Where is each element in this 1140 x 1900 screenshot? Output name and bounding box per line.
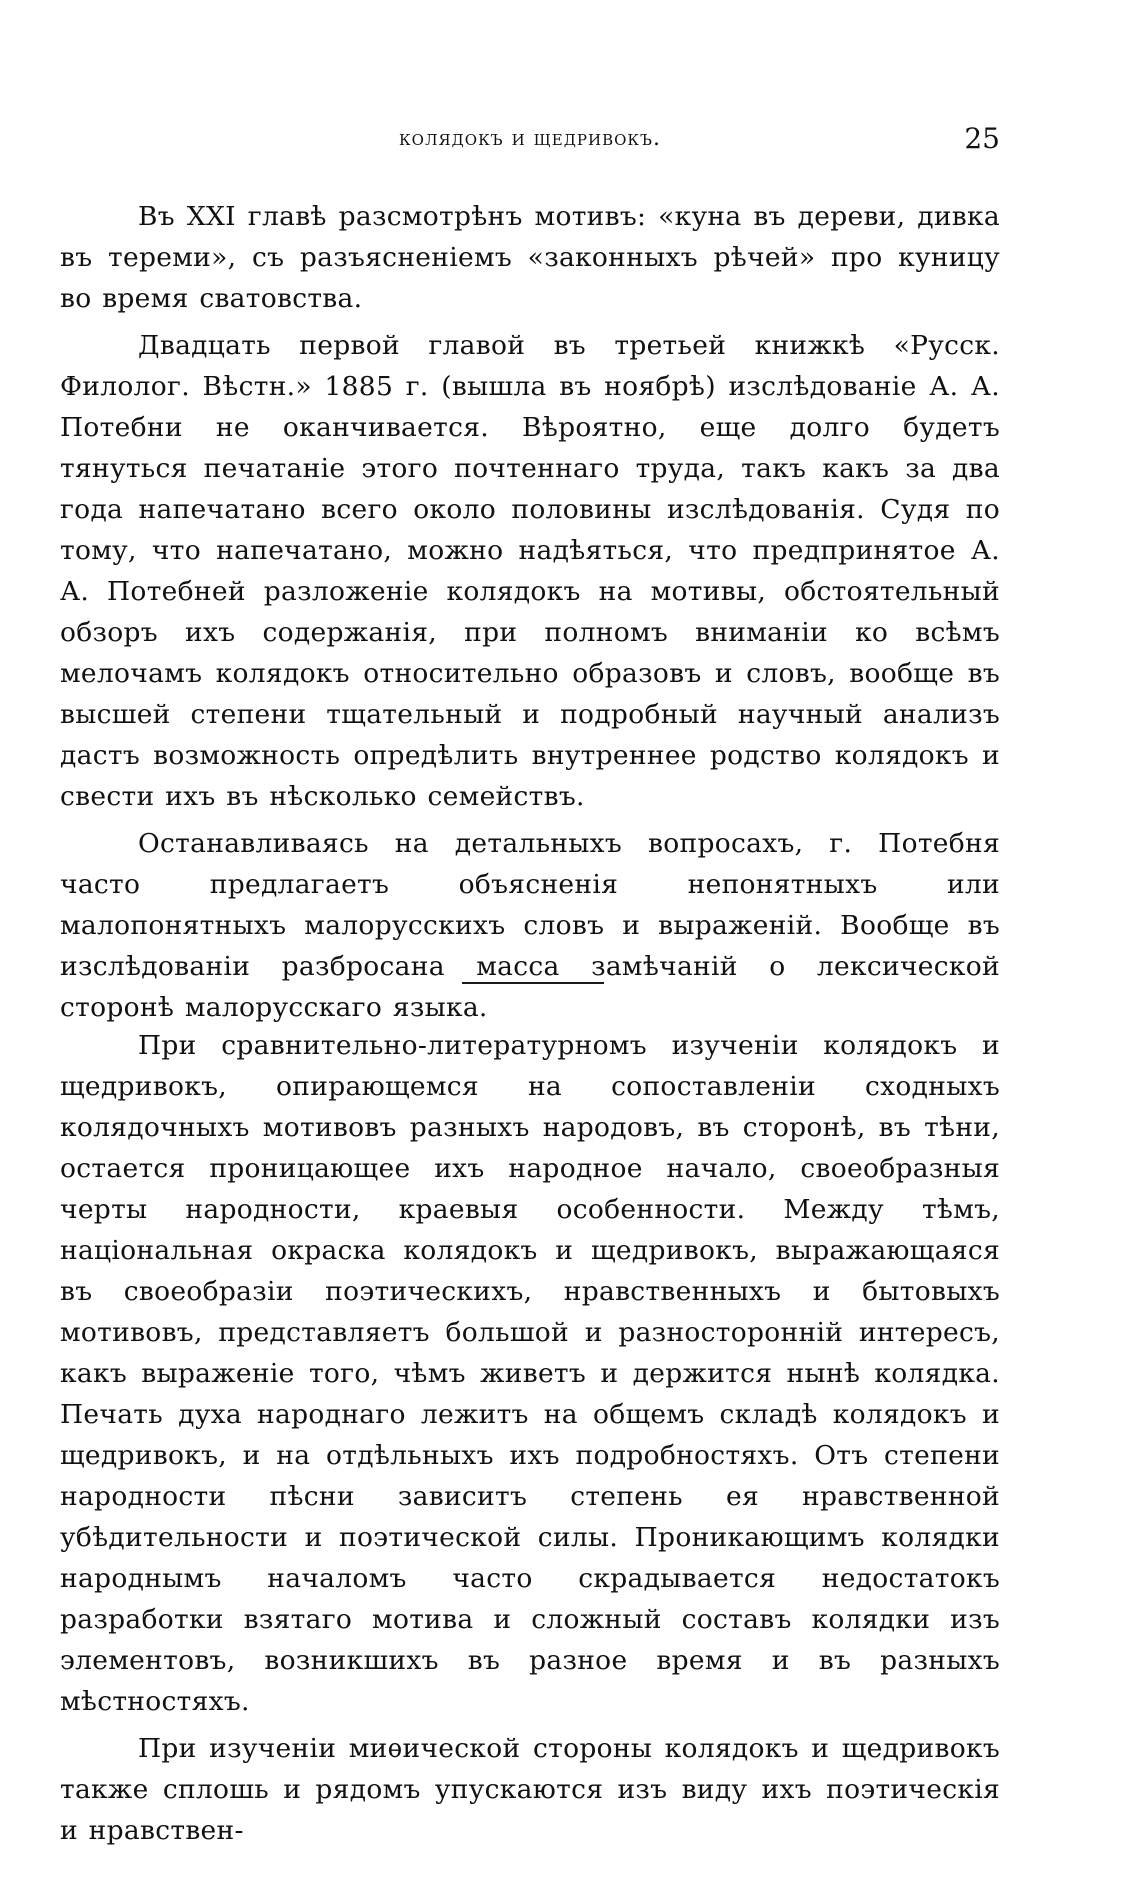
paragraph: Въ XXI главѣ разсмотрѣнъ мотивъ: «куна въ дереви, дивка въ тереми», съ разъясненіемъ «законныхъ рѣчей» про куницу во время сватовства. <box>60 201 1000 314</box>
section-divider-rule <box>462 982 604 984</box>
text-block-lower <box>60 1025 1000 1857</box>
page-header <box>60 122 1000 166</box>
text-block-upper <box>60 196 1000 1034</box>
running-title: колядокъ и щедривокъ. <box>399 126 661 151</box>
paragraph: Двадцать первой главой въ третьей книжкѣ «Русск. Филолог. Вѣстн.» 1885 г. (вышла въ ноябрѣ) изслѣдованіе А. А. Потебни не оканчивается. Вѣроятно, еще долго будетъ тянуться печатаніе этого почтеннаго труда, такъ какъ за два года напечатано всего около половины изслѣдованія. Судя по тому, что напечатано, можно надѣяться, что предпринятое А. А. Потебней разложеніе колядокъ на мотивы, обстоятельный обзоръ ихъ содержанія, при полномъ вниманіи ко всѣмъ мелочамъ колядокъ относительно образовъ и словъ, вообще въ высшей степени тщательный и подробный научный анализъ дастъ возможность опредѣлить внутреннее родство колядокъ и свести ихъ въ нѣсколько семействъ. <box>60 330 1000 812</box>
paragraph: При изученіи миѳической стороны колядокъ и щедривокъ также сплошь и рядомъ упускаются изъ виду ихъ поэтическія и нравствен- <box>60 1733 1000 1846</box>
page-number: 25 <box>964 122 1000 155</box>
paragraph: Останавливаясь на детальныхъ вопросахъ, г. Потебня часто предлагаетъ объясненія непонятныхъ или малопонятныхъ малорусскихъ словъ и выраженій. Вообще въ изслѣдованіи разбросана масса замѣчаній о лексической сторонѣ малорусскаго языка. <box>60 828 1000 1023</box>
paragraph: При сравнительно-литературномъ изученіи колядокъ и щедривокъ, опирающемся на сопоставленіи сходныхъ колядочныхъ мотивовъ разныхъ народовъ, въ сторонѣ, въ тѣни, остается проницающее ихъ народное начало, своеобразныя черты народности, краевыя особенности. Между тѣмъ, національная окраска колядокъ и щедривокъ, выражающаяся въ своеобразіи поэтическихъ, нравственныхъ и бытовыхъ мотивовъ, представляетъ большой и разносторонній интересъ, какъ выраженіе того, чѣмъ живетъ и держится нынѣ колядка. Печать духа народнаго лежитъ на общемъ складѣ колядокъ и щедривокъ, и на отдѣльныхъ ихъ подробностяхъ. Отъ степени народности пѣсни зависитъ степень ея нравственной убѣдительности и поэтической силы. Проникающимъ колядки народнымъ началомъ часто скрадывается недостатокъ разработки взятаго мотива и сложный составъ колядки изъ элементовъ, возникшихъ въ разное время и въ разныхъ мѣстностяхъ. <box>60 1030 1000 1717</box>
